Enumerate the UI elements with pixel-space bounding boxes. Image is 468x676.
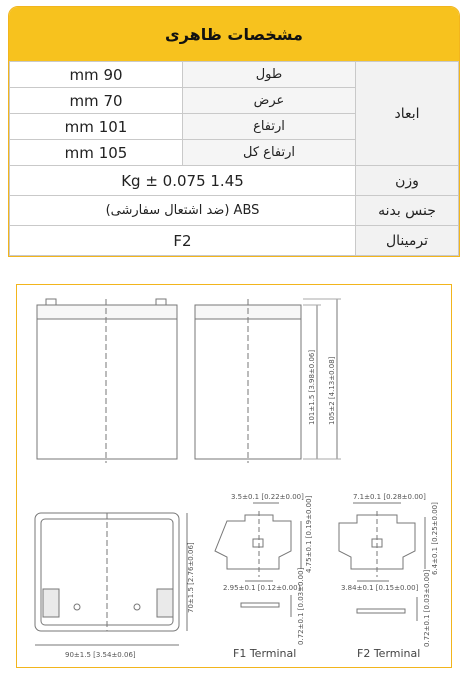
- f2-side-dim: 6.4±0.1 [0.25±0.00]: [431, 502, 439, 575]
- height-total-dim: 105±2 [4.13±0.08]: [328, 356, 336, 425]
- f1-side-dim: 4.75±0.1 [0.19±0.00]: [305, 495, 313, 573]
- width-label: عرض: [183, 88, 356, 114]
- height-inner-dim: 101±1.5 [3.98±0.06]: [308, 349, 316, 425]
- total-height-value: 105 mm: [10, 140, 183, 166]
- spec-card: [8, 6, 460, 257]
- spec-title: مشخصات ظاهری: [9, 7, 459, 61]
- side-view: [195, 299, 341, 463]
- f2-bottom-dim: 3.84±0.1 [0.15±0.00]: [341, 584, 419, 592]
- front-view: [37, 299, 177, 463]
- top-view: [35, 513, 187, 645]
- f2-thick-dim: 0.72±0.1 [0.03±0.00]: [423, 569, 431, 647]
- f1-terminal-label: F1 Terminal: [233, 647, 297, 660]
- length-value: 90 mm: [10, 62, 183, 88]
- width-dim: 70±1.5 [2.76±0.06]: [187, 542, 195, 613]
- height-value: 101 mm: [10, 114, 183, 140]
- width-value: 70 mm: [10, 88, 183, 114]
- f1-top-dim: 3.5±0.1 [0.22±0.00]: [231, 493, 304, 501]
- f2-terminal-drawing: [339, 503, 425, 621]
- f1-bottom-dim: 2.95±0.1 [0.12±0.00]: [223, 584, 301, 592]
- dimensions-label: ابعاد: [356, 62, 459, 166]
- weight-value: 1.45 Kg ± 0.075: [10, 166, 356, 196]
- f2-top-dim: 7.1±0.1 [0.28±0.00]: [353, 493, 426, 501]
- total-height-label: ارتفاع کل: [183, 140, 356, 166]
- height-label: ارتفاع: [183, 114, 356, 140]
- terminal-value: F2: [10, 226, 356, 256]
- spec-table: [9, 61, 459, 256]
- f2-terminal-label: F2 Terminal: [357, 647, 421, 660]
- drawing-svg: [17, 285, 453, 669]
- length-label: طول: [183, 62, 356, 88]
- body-material-label: جنس بدنه: [356, 196, 459, 226]
- length-dim: 90±1.5 [3.54±0.06]: [65, 651, 136, 659]
- body-material-value: ABS (ضد اشتعال سفارشی): [10, 196, 356, 226]
- terminal-label: ترمینال: [356, 226, 459, 256]
- f1-thick-dim: 0.72±0.1 [0.03±0.00]: [297, 567, 305, 645]
- technical-drawing: [16, 284, 452, 668]
- f1-terminal-drawing: [215, 503, 301, 617]
- weight-label: وزن: [356, 166, 459, 196]
